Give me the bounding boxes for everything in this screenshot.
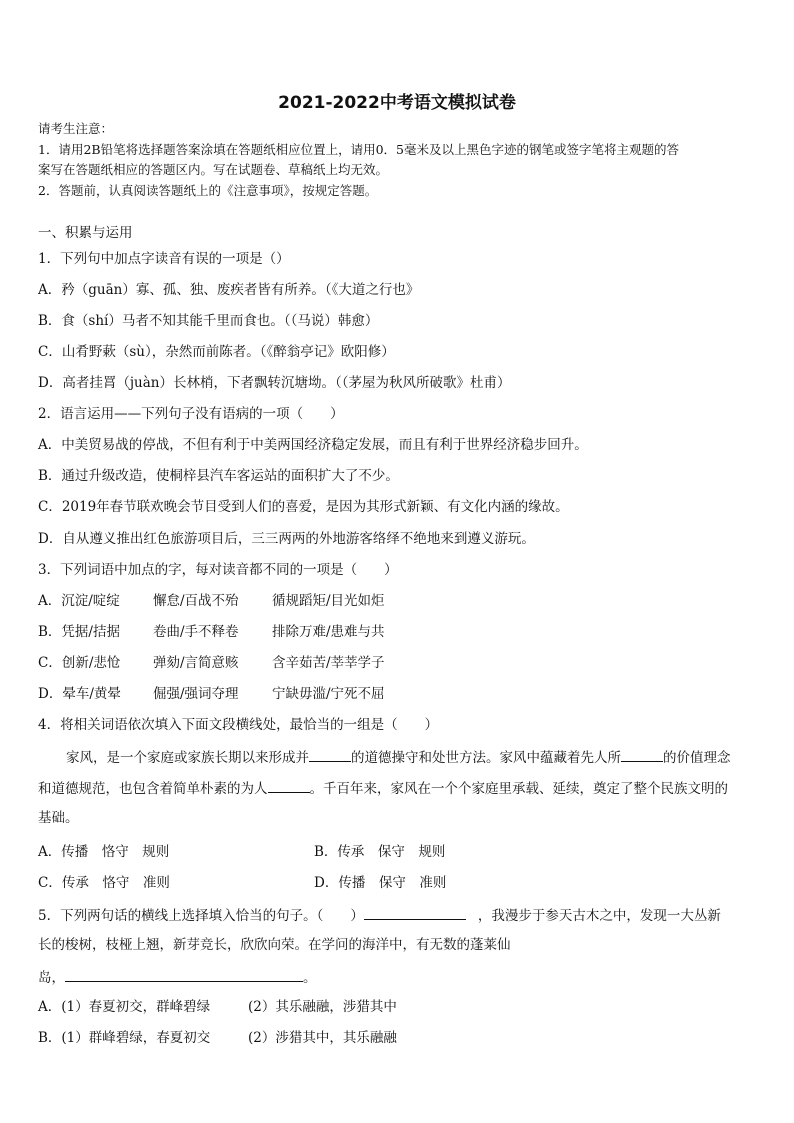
page-title: 2021-2022中考语文模拟试卷	[278, 93, 516, 113]
q3-c-col3: 含辛茹苦/莘莘学子	[272, 655, 385, 671]
q5-a-part2: (2）其乐融融，涉猎其中	[248, 999, 397, 1015]
q5-option-b	[38, 1029, 397, 1047]
q5-stem-line-1	[38, 905, 721, 925]
notice-line-1a: 1．请用2B铅笔将选择题答案涂填在答题纸相应位置上，请用0．5毫米及以上黑色字迹的钢笔或签字笔将主观题的答	[38, 142, 679, 157]
q1-stem: 1．下列句中加点字读音有误的一项是（）	[38, 251, 290, 267]
q2-option-a: A．中美贸易战的停战，不但有利于中美两国经济稳定发展，而且有利于世界经济稳步回升。	[38, 437, 588, 453]
q3-a-col1: A．沉淀/啶绽	[38, 593, 120, 609]
q3-a-col2: 懈怠/百战不殆	[153, 593, 239, 609]
notice-line-2: 2．答题前，认真阅读答题纸上的《注意事项》，按规定答题。	[38, 183, 378, 198]
q4-blank-3[interactable]	[268, 778, 310, 793]
q5-b-part1: B．(1）群峰碧绿，春夏初交	[38, 1030, 211, 1046]
q3-option-b	[38, 623, 385, 641]
q4-option-b: B．传承 保守 规则	[314, 844, 446, 860]
q3-option-a	[38, 592, 385, 610]
q1-option-d: D．高者挂罥（juàn）长林梢，下者飘转沉塘坳。（（茅屋为秋风所破歌》杜甫）	[38, 375, 511, 391]
q2-option-d: D．自从遵义推出红色旅游项目后，三三两两的外地游客络绎不绝地来到遵义游玩。	[38, 531, 535, 547]
q3-b-col1: B．凭据/拮据	[38, 624, 120, 640]
q2-option-c: C．2019年春节联欢晚会节目受到人们的喜爱，是因为其形式新颖、有文化内涵的缘故。	[38, 499, 569, 515]
q4-option-d: D．传播 保守 准则	[314, 875, 447, 891]
q4-blank-1[interactable]	[309, 747, 351, 762]
q4-p1b: 的道德操守和处世方法。家风中蕴藏着先人所	[351, 750, 621, 766]
q2-option-b: B．通过升级改造，使桐梓县汽车客运站的面积扩大了不少。	[38, 468, 399, 484]
q3-c-col1: C．创新/悲怆	[38, 655, 121, 671]
q4-stem: 4．将相关词语依次填入下面文段横线处，最恰当的一组是（ ）	[38, 717, 439, 733]
q5-stem-b: ，我漫步于参天古木之中，发现一大丛新	[477, 908, 721, 924]
q5-option-a	[38, 998, 397, 1016]
q4-p2a: 和道德规范，也包含着简单朴素的为人	[38, 781, 268, 797]
q3-b-col3: 排除万难/患难与共	[272, 624, 385, 640]
q5-a-part1: A．(1）春夏初交，群峰碧绿	[38, 999, 211, 1015]
q4-passage-line-3: 基础。	[38, 810, 79, 826]
q5-blank-1[interactable]	[364, 905, 466, 920]
q4-blank-2[interactable]	[621, 747, 663, 762]
section-heading: 一、积累与运用	[38, 225, 133, 241]
q5-stem-a: 5．下列两句话的横线上选择填入恰当的句子。（ ）	[38, 908, 364, 924]
q1-option-c: C．山肴野蔌（sù），杂然而前陈者。（《醉翁亭记》欧阳修）	[38, 344, 395, 360]
q5-l3a: 岛，	[38, 970, 65, 986]
q5-blank-2[interactable]	[65, 967, 303, 982]
q4-p2b: 。千百年来，家风在一个个家庭里承载、延续，奠定了整个民族文明的	[309, 781, 728, 797]
q3-option-c	[38, 654, 385, 672]
q3-d-col3: 宁缺毋滥/宁死不屈	[272, 686, 385, 702]
q5-b-part2: (2）涉猎其中，其乐融融	[248, 1030, 397, 1046]
notice-heading: 请考生注意：	[38, 121, 114, 136]
q2-stem: 2．语言运用——下列句子没有语病的一项（ ）	[38, 406, 344, 422]
q3-a-col3: 循规蹈矩/目光如炬	[272, 593, 385, 609]
q4-option-c: C．传承 恪守 准则	[38, 875, 170, 891]
notice-line-1b: 案写在答题纸相应的答题区内。写在试题卷、草稿纸上均无效。	[38, 162, 389, 177]
q4-passage-line-1	[66, 747, 731, 767]
q3-option-d	[38, 685, 385, 703]
q1-option-b: B．食（shí）马者不知其能千里而食也。（（马说）韩愈）	[38, 313, 379, 329]
q3-b-col2: 卷曲/手不释卷	[153, 624, 239, 640]
q3-c-col2: 弹劾/言简意赅	[153, 655, 239, 671]
q4-passage-line-2	[38, 778, 728, 798]
q3-d-col1: D．晕车/黄晕	[38, 686, 121, 702]
q3-d-col2: 倔强/强词夺理	[153, 686, 239, 702]
q5-l3b: 。	[303, 970, 317, 986]
q5-stem-line-3	[38, 967, 317, 987]
q3-stem: 3．下列词语中加点的字，每对读音都不同的一项是（ ）	[38, 562, 398, 578]
q4-p1a: 家风，是一个家庭或家族长期以来形成并	[66, 750, 309, 766]
q4-p1c: 的价值理念	[663, 750, 731, 766]
q5-stem-line-2: 长的梭树，枝桠上翘，新芽竞长，欣欣向荣。在学问的海洋中，有无数的蓬莱仙	[38, 937, 511, 953]
q4-option-a: A．传播 恪守 规则	[38, 844, 170, 860]
q1-option-a: A．矜（guān）寡、孤、独、废疾者皆有所养。（《大道之行也》	[38, 282, 420, 298]
